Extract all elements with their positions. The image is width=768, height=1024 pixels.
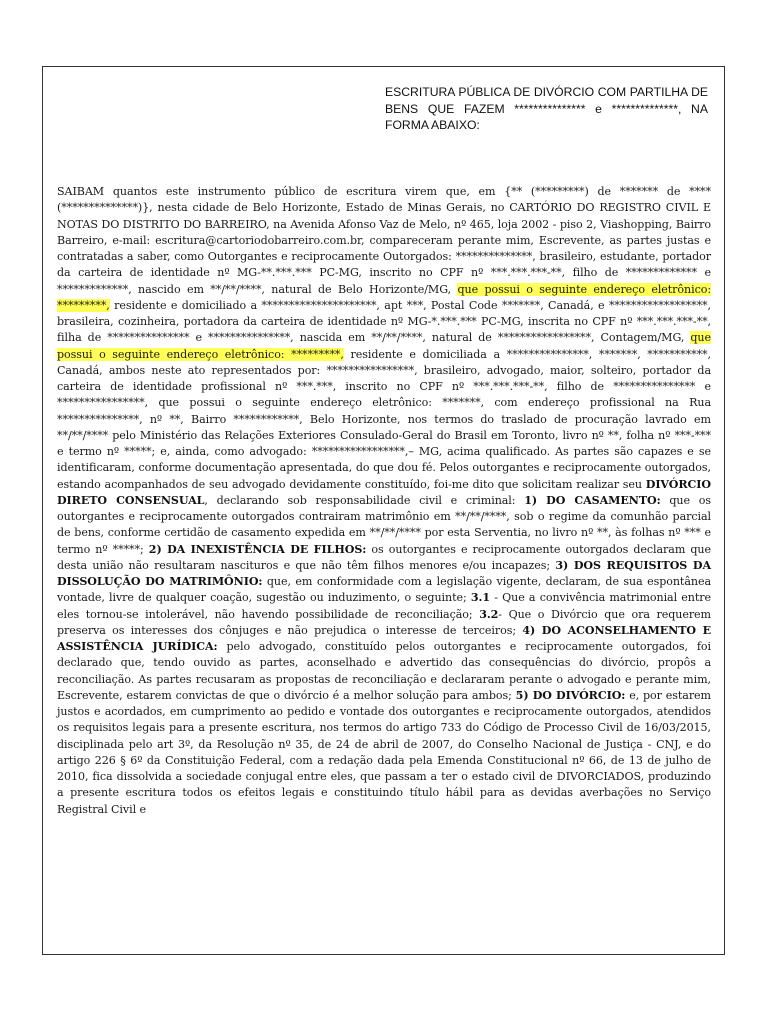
- body-segment: - Que o Divórcio que ora requerem preserva os interesses dos cônjuges e não prejudica o interesse de terceiros;: [57, 607, 711, 637]
- clause-heading-requisitos: 3) DOS REQUISITOS DA DISSOLUÇÃO DO MATRIMÔNIO:: [57, 558, 712, 588]
- highlighted-email-clause: que possui o seguinte endereço eletrônico: *********,: [57, 282, 711, 312]
- document-body: [57, 184, 711, 818]
- body-segment: que, em conformidade com a legislação vigente, declaram, de sua espontânea vontade, livre de qualquer coação, sugestão ou induzimento, o seguinte;: [57, 575, 711, 605]
- clause-number-3-1: 3.1: [470, 591, 490, 605]
- body-segment: residente e domiciliada a ***************, *******, ***********, Canadá, ambos neste ato representados por: ****************, brasileiro, advogado, maior, solteiro, portador da carteira de identidade profissional nº ***.***, inscrito no CPF nº ***.***.***-**, filho de *************** e ****************, que possui o seguinte endereço eletrônico: *******, com endereço profissional na Rua ***************, nº **, Bairro ************, Belo Horizonte, nos termos do traslado de procuração lavrado em **/**/**** pelo Ministério das Relações Exteriores Consulado-Geral do Brasil em Toronto, livro nº **, folha nº ***-*** e termo nº *****; e, ainda, como advogado: *****************,– MG, acima qualificado. As partes são capazes e se identificaram, conforme documentação apresentada, do que dou fé. Pelos outorgantes e reciprocamente outorgados, estando acompanhados de seu advogado devidamente constituído, foi-me dito que solicitam realizar seu: [57, 347, 711, 491]
- clause-number-3-2: 3.2: [479, 607, 499, 621]
- body-segment: , declarando sob responsabilidade civil e criminal:: [204, 493, 525, 507]
- document-title: ESCRITURA PÚBLICA DE DIVÓRCIO COM PARTILHA DE BENS QUE FAZEM *************** e **************, NA FORMA ABAIXO:: [385, 85, 708, 133]
- divorce-type-heading: DIVÓRCIO DIRETO CONSENSUAL: [57, 477, 711, 507]
- body-segment: pelo advogado, constituído pelos outorgantes e reciprocamente outorgados, foi declarado que, tendo ouvido as partes, aconselhado e advertido das consequências do divórcio, propôs a reconciliação. As partes recusaram as propostas de reconciliação e declararam perante o advogado e perante mim, Escrevente, estarem convictas de que o divórcio é a melhor solução para ambos;: [57, 640, 711, 702]
- body-segment: os outorgantes e reciprocamente outorgados declaram que desta união não resultaram nascituros e que não têm filhos menores e/ou incapazes;: [57, 542, 711, 572]
- body-segment: e, por estarem justos e acordados, em cumprimento ao pedido e vontade dos outorgantes e reciprocamente outorgados, atendidos os requisitos legais para a presente escritura, nos termos do artigo 733 do Código de Processo Civil de 16/03/2015, disciplinada pelo art 3º, da Resolução nº 35, de 24 de abril de 2007, do Conselho Nacional de Justiça - CNJ, e do artigo 226 § 6º da Constituição Federal, com a redação dada pela Emenda Constitucional nº 66, de 13 de julho de 2010, fica dissolvida a sociedade conjugal entre eles, que passam a ter o estado civil de DIVORCIADOS, produzindo a presente escritura todos os efeitos legais e constituindo título hábil para as devidas averbações no Serviço Registral Civil e: [57, 688, 712, 816]
- body-segment: residente e domiciliado a *********************, apt ***, Postal Code *******, Canadá, e ******************, brasileira, cozinheira, portadora da carteira de identidade nº MG-*.***.*** PC-MG, inscrita no CPF nº ***.***.***-**, filha de *************** e ***************, nascida em **/**/****, natural de *****************, Contagem/MG,: [57, 298, 711, 345]
- highlighted-email-clause: que possui o seguinte endereço eletrônico: *********,: [57, 331, 711, 361]
- body-segment: SAIBAM quantos este instrumento público de escritura virem que, em {** (*********) de ******* de **** (**************)}, nesta cidade de Belo Horizonte, Estado de Minas Gerais, no CARTÓRIO DO REGISTRO CIVIL E NOTAS DO DISTRITO DO BARREIRO, na Avenida Afonso Vaz de Melo, nº 465, loja 2002 - piso 2, Viashopping, Bairro Barreiro, e-mail: escritura@cartoriodobarreiro.com.br, compareceram perante mim, Escrevente, as partes justas e contratadas a saber, como Outorgantes e reciprocamente Outorgados: **************, brasileiro, estudante, portador da carteira de identidade nº MG-**.***.*** PC-MG, inscrito no CPF nº ***.***.***-**, filho de ************* e *************, nascido em **/**/****, natural de Belo Horizonte/MG,: [57, 185, 711, 296]
- clause-heading-divorcio: 5) DO DIVÓRCIO:: [515, 688, 626, 702]
- clause-heading-aconselhamento: 4) DO ACONSELHAMENTO E ASSISTÊNCIA JURÍDICA:: [57, 623, 711, 653]
- body-segment: que os outorgantes e reciprocamente outorgados contrairam matrimônio em **/**/****, sob o regime da comunhão parcial de bens, conforme certidão de casamento expedida em **/**/**** por esta Serventia, no livro nº **, às folhas nº *** e termo nº *****;: [57, 493, 711, 556]
- clause-heading-casamento: 1) DO CASAMENTO:: [524, 493, 661, 507]
- clause-heading-filhos: 2) DA INEXISTÊNCIA DE FILHOS:: [148, 542, 367, 556]
- body-segment: - Que a convivência matrimonial entre eles tornou-se intolerável, não havendo possibilidade de reconciliação;: [57, 591, 711, 621]
